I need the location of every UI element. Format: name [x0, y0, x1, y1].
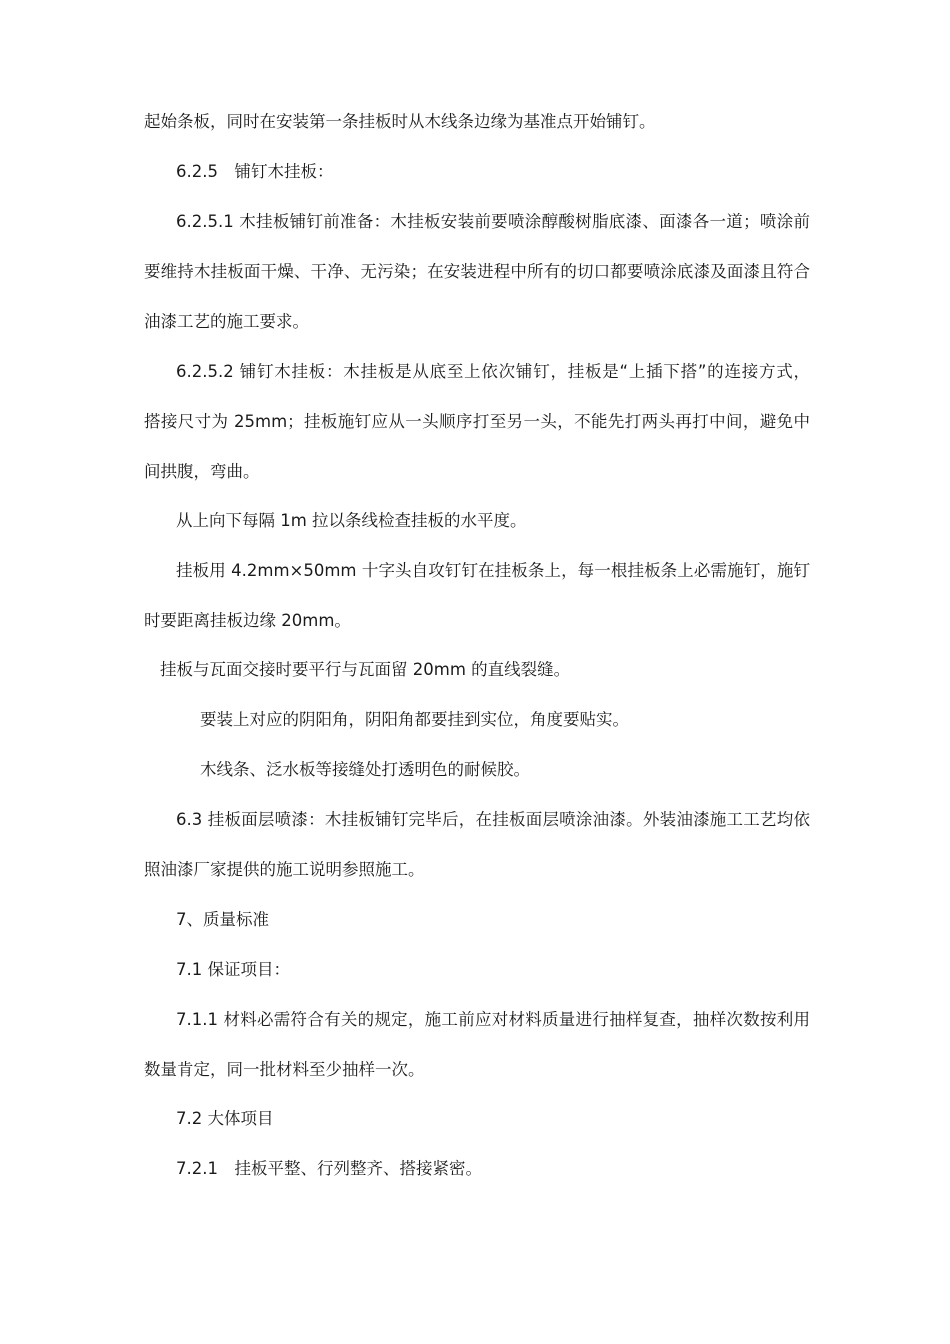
text-line-14: 木线条、泛水板等接缝处打透明色的耐候胶。	[200, 760, 530, 779]
text-line-5: 油漆工艺的施工要求。	[144, 312, 309, 331]
text-line-10: 挂板用 4.2mm×50mm 十字头自攻钉钉在挂板条上，每一根挂板条上必需施钉，施钉	[176, 561, 810, 580]
text-line-4: 要维持木挂板面干燥、干净、无污染；在安装进程中所有的切口都要喷涂底漆及面漆且符合	[144, 262, 810, 281]
text-line-19: 7.1.1 材料必需符合有关的规定，施工前应对材料质量进行抽样复查，抽样次数按利用	[176, 1010, 810, 1029]
section-heading-7: 7、质量标准	[176, 910, 269, 929]
section-heading-6-2-5: 6.2.5 铺钉木挂板：	[176, 162, 334, 181]
section-heading-7-1: 7.1 保证项目：	[176, 960, 290, 979]
text-line-1: 起始条板，同时在安装第一条挂板时从木线条边缘为基准点开始铺钉。	[144, 112, 656, 131]
text-line-11: 时要距离挂板边缘 20mm。	[144, 611, 351, 630]
section-heading-7-2: 7.2 大体项目	[176, 1109, 274, 1128]
text-line-15: 6.3 挂板面层喷漆：木挂板铺钉完毕后，在挂板面层喷涂油漆。外装油漆施工工艺均依	[176, 810, 810, 829]
text-line-8: 间拱腹，弯曲。	[144, 462, 260, 481]
text-line-20: 数量肯定，同一批材料至少抽样一次。	[144, 1060, 425, 1079]
text-line-16: 照油漆厂家提供的施工说明参照施工。	[144, 860, 425, 879]
text-line-13: 要装上对应的阴阳角，阴阳角都要挂到实位，角度要贴实。	[200, 710, 629, 729]
text-line-9: 从上向下每隔 1m 拉以条线检查挂板的水平度。	[176, 511, 527, 530]
text-line-22: 7.2.1 挂板平整、行列整齐、搭接紧密。	[176, 1159, 482, 1178]
text-line-6: 6.2.5.2 铺钉木挂板：木挂板是从底至上依次铺钉，挂板是“上插下搭”的连接方式，	[176, 362, 810, 381]
text-line-7: 搭接尺寸为 25mm；挂板施钉应从一头顺序打至另一头，不能先打两头再打中间，避免中	[144, 412, 810, 431]
text-line-12: 挂板与瓦面交接时要平行与瓦面留 20mm 的直线裂缝。	[160, 660, 571, 679]
text-line-3: 6.2.5.1 木挂板铺钉前准备：木挂板安装前要喷涂醇酸树脂底漆、面漆各一道；喷涂前	[176, 212, 810, 231]
